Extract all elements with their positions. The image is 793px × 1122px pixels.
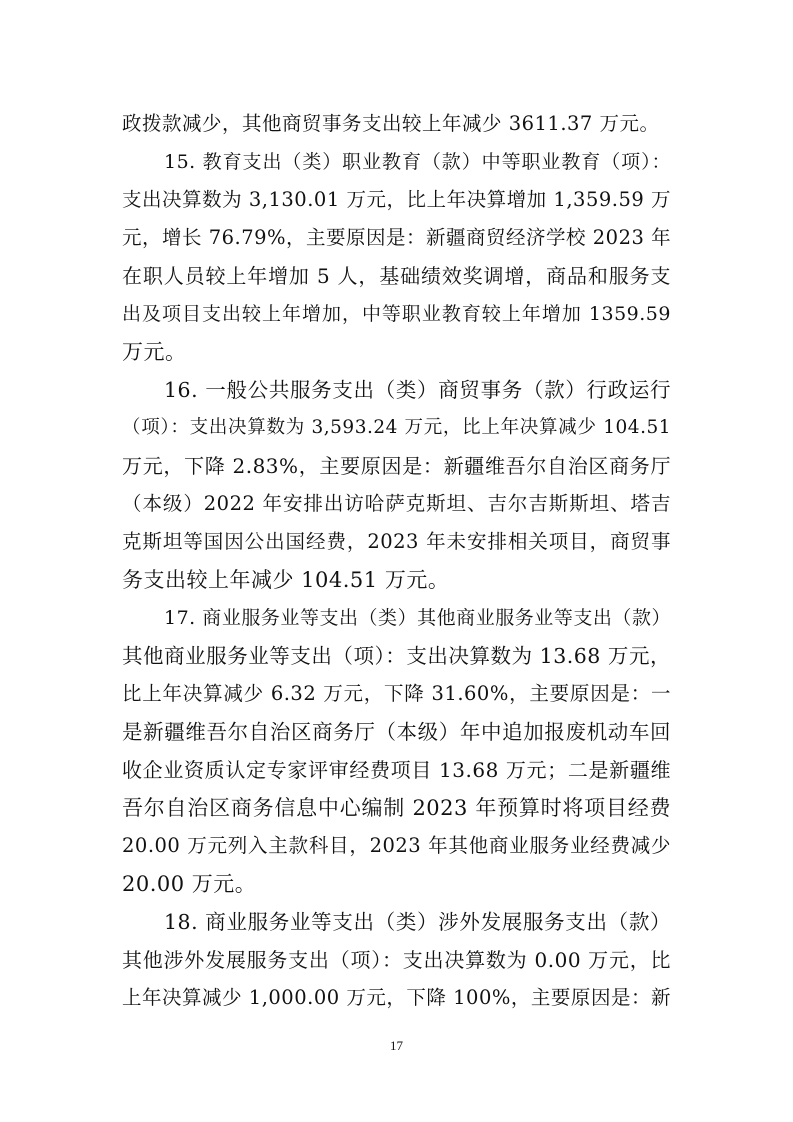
- text-line: 20.00 万元列入主款科目，2023 年其他商业服务业经费减少: [122, 834, 671, 857]
- text-line: 比上年决算减少 6.32 万元，下降 31.60%，主要原因是：一: [122, 682, 671, 705]
- text-line: 吾尔自治区商务信息中心编制 2023 年预算时将项目经费: [122, 796, 671, 820]
- text-line: 万元，下降 2.83%，主要原因是：新疆维吾尔自治区商务厅: [122, 454, 671, 478]
- text-line: 其他涉外发展服务支出（项）：支出决算数为 0.00 万元，比: [122, 948, 671, 972]
- text-line: 出及项目支出较上年增加，中等职业教育较上年增加 1359.59: [122, 303, 671, 325]
- text-line: 克斯坦等国因公出国经费，2023 年未安排相关项目，商贸事: [122, 530, 671, 553]
- text-line: 支出决算数为 3,130.01 万元，比上年决算增加 1,359.59 万: [122, 188, 671, 211]
- text-line: 在职人员较上年增加 5 人，基础绩效奖调增，商品和服务支: [122, 264, 671, 288]
- text-line: 其他商业服务业等支出（项）：支出决算数为 13.68 万元，: [122, 644, 671, 668]
- text-line: 是新疆维吾尔自治区商务厅（本级）年中追加报废机动车回: [122, 720, 671, 744]
- text-line: 政拨款减少，其他商贸事务支出较上年减少 3611.37 万元。: [122, 112, 660, 135]
- section-heading-17: 17. 商业服务业等支出（类）其他商业服务业等支出（款）: [164, 607, 671, 629]
- text-line: 上年决算减少 1,000.00 万元，下降 100%，主要原因是：新: [122, 986, 671, 1009]
- text-line: 万元。: [122, 340, 187, 364]
- section-heading-18: 18. 商业服务业等支出（类）涉外发展服务支出（款）: [164, 910, 671, 934]
- text-line: 收企业资质认定专家评审经费项目 13.68 万元；二是新疆维: [122, 758, 671, 782]
- section-heading-16: 16. 一般公共服务支出（类）商贸事务（款）行政运行: [164, 378, 671, 402]
- page-number: 17: [390, 1038, 403, 1053]
- text-line: （本级）2022 年安排出访哈萨克斯坦、吉尔吉斯斯坦、塔吉: [122, 492, 671, 515]
- section-heading-15: 15. 教育支出（类）职业教育（款）中等职业教育（项）：: [164, 151, 671, 173]
- text-line: 20.00 万元。: [122, 872, 257, 896]
- text-line: 务支出较上年减少 104.51 万元。: [122, 568, 450, 592]
- text-line: 元，增长 76.79%，主要原因是：新疆商贸经济学校 2023 年: [122, 226, 672, 249]
- text-line: （项）：支出决算数为 3,593.24 万元，比上年决算减少 104.51: [122, 417, 671, 438]
